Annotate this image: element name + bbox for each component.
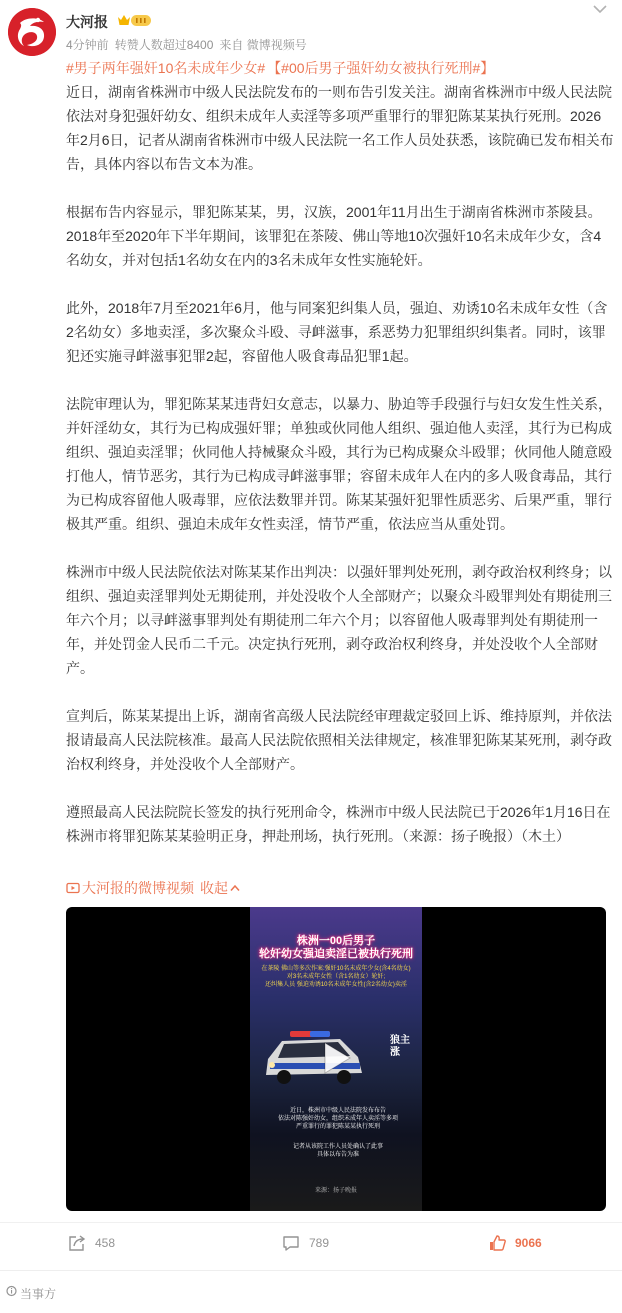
vip-badge-icon[interactable] [116, 12, 152, 28]
topic-line [66, 58, 496, 78]
repost-count-text: 转赞人数超过8400 [114, 38, 214, 52]
video-link-icon [66, 882, 80, 894]
video-source-link[interactable]: 大河报的微博视频 [82, 880, 194, 896]
paragraph-4: 法院审理认为，罪犯陈某某违背妇女意志，以暴力、胁迫等手段强行与妇女发生性关系，并奸淫幼女，其行为已构成强奸罪；单独或伙同他人组织、强迫他人卖淫，其行为已构成组织、强迫卖淫罪；伙同他人持械聚众斗殴，其行为已构成聚众斗殴罪；伙同他人随意殴打他人，情节恶劣，其行为已构成寻衅滋事罪；容留未成年人在内的多人吸食毒品，其行为已构成容留他人吸毒罪，应依法数罪并罚。陈某某强奸犯罪性质恶劣、后果严重，罪行极其严重。组织、强迫未成年女性卖淫，情节严重，依法应当从重处罚。 [66, 396, 612, 532]
paragraph-3: 此外，2018年7月至2021年6月，他与同案犯纠集人员，强迫、劝诱10名未成年女性（含2名幼女）多地卖淫，多次聚众斗殴、寻衅滋事，系恶势力犯罪组织纠集者。同时，该罪犯还实施寻衅滋事犯罪2起，容留他人吸食毒品犯罪1起。 [66, 300, 608, 364]
comment-icon [282, 1234, 300, 1252]
dahebao-logo-icon [8, 8, 56, 56]
video-caption2-overlay [268, 1143, 408, 1159]
action-bar [0, 1222, 622, 1259]
video-subtitle-overlay [254, 965, 418, 989]
paragraph-2: 根据布告内容显示，罪犯陈某某，男，汉族，2001年11月出生于湖南省株洲市茶陵县。2018年至2020年下半年期间，该罪犯在茶陵、佛山等地10次强奸10名未成年少女，含4名幼女，并对包括1名幼女在内的3名未成年女性实施轮奸。 [66, 204, 602, 268]
footer-label[interactable]: 当事方 [20, 1287, 57, 1301]
footer-bar [0, 1270, 622, 1313]
post-meta [66, 36, 313, 53]
topic-link-1[interactable]: #男子两年强奸10名未成年少女# [66, 60, 266, 76]
video-source-overlay: 来源：扬子晚报 [314, 1188, 357, 1194]
topic-link-2[interactable]: 【#00后男子强奸幼女被执行死刑#】 [267, 60, 495, 76]
play-icon[interactable] [321, 1040, 353, 1076]
paragraph-7: 遵照最高人民法院院长签发的执行死刑命令，株洲市中级人民法院已于2026年1月16日在株洲市将罪犯陈某某验明正身，押赴刑场，执行死刑。（来源：扬子晚报）（木土） [66, 804, 611, 844]
video-caption-line-3: 严重罪行的罪犯陈某某执行死刑 [295, 1124, 380, 1130]
post-time[interactable]: 4分钟前 [66, 38, 109, 52]
share-icon [68, 1234, 86, 1252]
video-sub-line-2: 对3名未成年女性（含1名幼女）轮奸; [286, 974, 386, 980]
thumbs-up-icon [488, 1234, 506, 1252]
author-name[interactable]: 大河报 [66, 14, 108, 30]
paragraph-1: 近日，湖南省株洲市中级人民法院发布的一则布告引发关注。湖南省株洲市中级人民法院依法对身犯强奸幼女、组织未成年人卖淫等多项严重罪行的罪犯陈某某执行死刑。2026年2月6日，记者从湖南省株洲市中级人民法院一名工作人员处获悉，该院确已发布相关布告，具体内容以布告文本为准。 [66, 84, 614, 172]
post-source[interactable]: 来自 微博视频号 [219, 38, 307, 52]
paragraph-5: 株洲市中级人民法院依法对陈某某作出判决：以强奸罪判处死刑，剥夺政治权利终身；以组织、强迫卖淫罪判处无期徒刑，并处没收个人全部财产；以聚众斗殴罪判处有期徒刑三年六个月；以寻衅滋事罪判处有期徒刑二年六个月；以容留他人吸毒罪判处有期徒刑一年，并处罚金人民币二千元。决定执行死刑，剥夺政治权利终身，并处没收个人全部财产。 [66, 564, 612, 676]
video-title-line-2: 轮奸幼女强迫卖淫已被执行死刑 [259, 948, 413, 960]
comment-count: 789 [309, 1236, 330, 1250]
video-caption-overlay [268, 1107, 408, 1131]
video-caption-line-1: 近日，株洲市中级人民法院发布布告 [289, 1108, 386, 1114]
video-title-line-1: 株洲一00后男子 [296, 935, 376, 947]
author-avatar[interactable] [8, 8, 56, 56]
chevron-up-icon [230, 884, 240, 892]
video-sub-line-3: 还纠集人员 强迫劝诱10名未成年女性(含2名幼女)卖淫 [265, 982, 407, 988]
video-link-row [66, 880, 240, 896]
info-source-icon [6, 1285, 17, 1297]
video-caption-line-4: 记者从该院工作人员处确认了此事 [292, 1144, 383, 1150]
video-watermark: 狼主涨 [390, 1035, 410, 1058]
video-caption-line-5: 具体以布告为准 [316, 1152, 359, 1158]
collapse-label: 收起 [200, 880, 228, 896]
post-body [66, 80, 614, 848]
paragraph-6: 宣判后，陈某某提出上诉，湖南省高级人民法院经审理裁定驳回上诉、维持原判，并依法报请最高人民法院核准。最高人民法院依照相关法律规定，核准罪犯陈某某死刑，剥夺政治权利终身，并处没收个人全部财产。 [66, 708, 612, 772]
share-count: 458 [95, 1236, 116, 1250]
police-car-image [260, 1027, 370, 1087]
video-sub-line-1: 在茶陵 佛山等多次作案:强奸10名未成年少女(含4名幼女) [261, 966, 411, 972]
video-player[interactable] [66, 907, 606, 1211]
chevron-down-icon[interactable] [590, 2, 610, 16]
video-caption-line-2: 依法对陈强奸幼女，组织未成年人卖淫等多项 [277, 1116, 398, 1122]
video-title-overlay [250, 935, 422, 961]
collapse-button[interactable] [200, 880, 240, 896]
like-count: 9066 [515, 1236, 542, 1250]
